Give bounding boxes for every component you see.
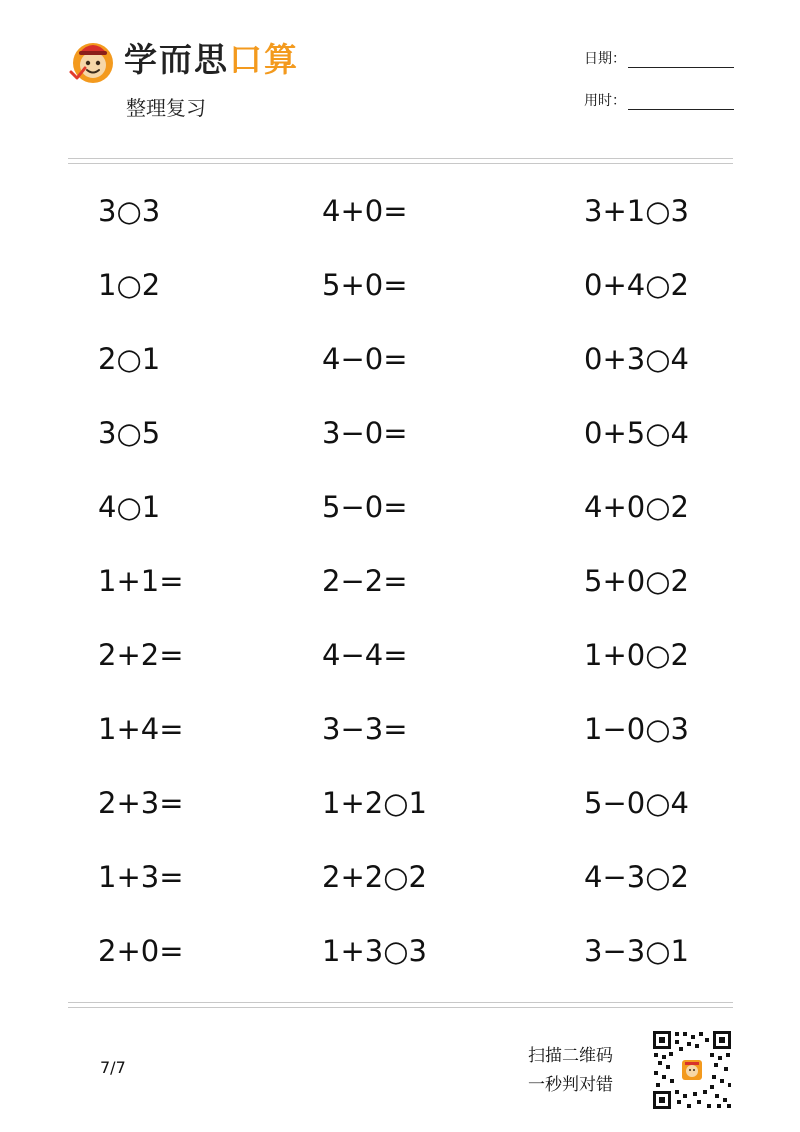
problem-c2-r5: 5−0= <box>322 490 408 524</box>
scan-instruction-line1: 扫描二维码 <box>528 1046 613 1066</box>
time-field <box>584 92 734 110</box>
problem-c3-r4: 0+5○4 <box>584 416 689 450</box>
problem-c1-r11: 2+0= <box>98 934 184 968</box>
time-blank-line[interactable] <box>628 95 734 110</box>
problem-c2-r3: 4−0= <box>322 342 408 376</box>
problem-c1-r2: 1○2 <box>98 268 161 302</box>
problem-c1-r7: 2+2= <box>98 638 184 672</box>
problem-c2-r4: 3−0= <box>322 416 408 450</box>
problem-c2-r2: 5+0= <box>322 268 408 302</box>
problem-c3-r9: 5−0○4 <box>584 786 689 820</box>
problem-c1-r6: 1+1= <box>98 564 184 598</box>
worksheet-subtitle: 整理复习 <box>126 96 206 120</box>
problem-c3-r2: 0+4○2 <box>584 268 689 302</box>
footer-divider-top <box>68 1002 733 1003</box>
date-label: 日期： <box>584 51 626 67</box>
problem-c2-r9: 1+2○1 <box>322 786 427 820</box>
problem-c2-r11: 1+3○3 <box>322 934 427 968</box>
problem-c1-r9: 2+3= <box>98 786 184 820</box>
problem-c3-r8: 1−0○3 <box>584 712 689 746</box>
problem-c3-r3: 0+3○4 <box>584 342 689 376</box>
problem-c1-r8: 1+4= <box>98 712 184 746</box>
brand-accent: 口算 <box>229 40 299 79</box>
problem-c3-r10: 4−3○2 <box>584 860 689 894</box>
brand-main: 学而思 <box>124 40 229 79</box>
problem-c3-r6: 5+0○2 <box>584 564 689 598</box>
time-label: 用时： <box>584 93 626 109</box>
date-blank-line[interactable] <box>628 53 734 68</box>
monkey-mascot-icon <box>68 36 118 86</box>
problem-c3-r5: 4+0○2 <box>584 490 689 524</box>
problem-c3-r11: 3−3○1 <box>584 934 689 968</box>
page-number: 7/7 <box>100 1058 126 1077</box>
scan-instruction-line2: 一秒判对错 <box>528 1075 613 1095</box>
problem-c1-r4: 3○5 <box>98 416 161 450</box>
problem-c1-r5: 4○1 <box>98 490 161 524</box>
qr-code-icon[interactable] <box>652 1030 732 1110</box>
brand-title <box>124 38 299 82</box>
problem-c1-r3: 2○1 <box>98 342 161 376</box>
problem-c3-r7: 1+0○2 <box>584 638 689 672</box>
problem-c2-r1: 4+0= <box>322 194 408 228</box>
problem-c2-r10: 2+2○2 <box>322 860 427 894</box>
problem-c2-r8: 3−3= <box>322 712 408 746</box>
header-divider-bottom <box>68 163 733 164</box>
header-divider-top <box>68 158 733 159</box>
problem-c1-r10: 1+3= <box>98 860 184 894</box>
problem-c1-r1: 3○3 <box>98 194 161 228</box>
problem-c2-r6: 2−2= <box>322 564 408 598</box>
footer-divider-bottom <box>68 1007 733 1008</box>
date-field <box>584 50 734 68</box>
problem-c3-r1: 3+1○3 <box>584 194 689 228</box>
problem-c2-r7: 4−4= <box>322 638 408 672</box>
